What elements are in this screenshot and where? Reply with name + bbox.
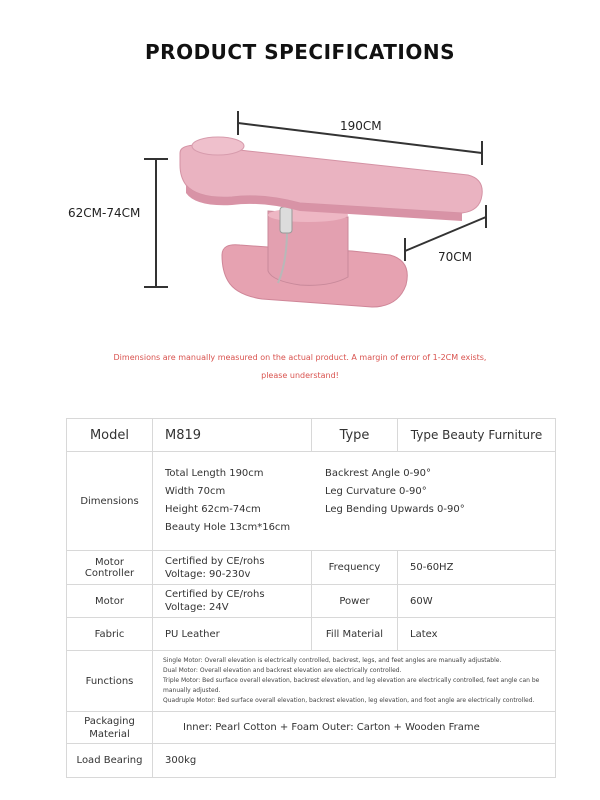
power-label: Power — [312, 585, 398, 618]
dimension-line: Total Length 190cm — [165, 468, 264, 479]
table-row — [67, 585, 556, 618]
motor-line: Certified by CE/rohs — [165, 589, 265, 600]
packaging-label — [67, 712, 153, 744]
table-row — [67, 419, 556, 452]
headrest-pillow — [192, 137, 244, 155]
motor-line: Voltage: 24V — [165, 602, 229, 613]
width-dimension-line — [405, 217, 486, 251]
type-value: Type Beauty Furniture — [398, 419, 556, 452]
fabric-label: Fabric — [67, 618, 153, 651]
motor-controller-label: Motor Controller — [67, 551, 153, 585]
function-line: Dual Motor: Overall elevation and backrest elevation are electrically controlled. — [163, 667, 402, 674]
dimension-line: Backrest Angle 0-90° — [325, 468, 431, 479]
height-label: 62CM-74CM — [68, 206, 141, 220]
dimension-line: Leg Curvature 0-90° — [325, 486, 427, 497]
dimension-line: Width 70cm — [165, 486, 226, 497]
motor-controller-value — [153, 551, 312, 585]
table-row — [67, 712, 556, 744]
table-row — [67, 551, 556, 585]
table-row — [67, 452, 556, 551]
motor-value — [153, 585, 312, 618]
frequency-value: 50-60HZ — [398, 551, 556, 585]
fill-material-value: Latex — [398, 618, 556, 651]
motor-label: Motor — [67, 585, 153, 618]
load-bearing-label: Load Bearing — [67, 744, 153, 778]
function-line: Quadruple Motor: Bed surface overall elevation, backrest elevation, leg elevation, and foot angle are electrically controlled. — [163, 697, 535, 704]
table-row — [67, 651, 556, 712]
type-label: Type — [312, 419, 398, 452]
model-label: Model — [67, 419, 153, 452]
function-line: Single Motor: Overall elevation is electrically controlled, backrest, legs, and feet angles are manually adjustable. — [163, 657, 502, 664]
product-dimensions-diagram — [0, 95, 600, 335]
width-label: 70CM — [438, 250, 473, 264]
table-row — [67, 744, 556, 778]
fabric-value: PU Leather — [153, 618, 312, 651]
hand-controller — [280, 207, 292, 233]
fill-material-label: Fill Material — [312, 618, 398, 651]
dimensions-column-2 — [325, 465, 465, 537]
dimensions-column-1 — [165, 465, 325, 537]
measurement-notice: Dimensions are manually measured on the actual product. A margin of error of 1-2CM exists, please understand! — [113, 353, 487, 380]
functions-value — [153, 651, 556, 712]
packaging-label-line: Packaging — [84, 715, 135, 727]
frequency-label: Frequency — [312, 551, 398, 585]
table-row — [67, 618, 556, 651]
packaging-label-line: Material — [89, 728, 130, 740]
function-line: Triple Motor: Bed surface overall elevation, backrest elevation, and leg elevation are electrically controlled, feet angle can be manually adjusted. — [163, 677, 540, 694]
functions-label: Functions — [67, 651, 153, 712]
page-title: PRODUCT SPECIFICATIONS — [145, 40, 455, 64]
length-label: 190CM — [340, 119, 382, 133]
dimension-line: Leg Bending Upwards 0-90° — [325, 504, 465, 515]
specifications-table — [66, 418, 556, 778]
packaging-value: Inner: Pearl Cotton + Foam Outer: Carton + Wooden Frame — [153, 712, 556, 744]
model-value: M819 — [153, 419, 312, 452]
motor-controller-line: Certified by CE/rohs — [165, 555, 265, 567]
dimension-line: Height 62cm-74cm — [165, 504, 261, 515]
motor-controller-line: Voltage: 90-230v — [165, 568, 251, 580]
dimensions-value — [153, 452, 556, 551]
dimension-line: Beauty Hole 13cm*16cm — [165, 522, 291, 533]
power-value: 60W — [398, 585, 556, 618]
load-bearing-value: 300kg — [153, 744, 556, 778]
dimensions-label: Dimensions — [67, 452, 153, 551]
